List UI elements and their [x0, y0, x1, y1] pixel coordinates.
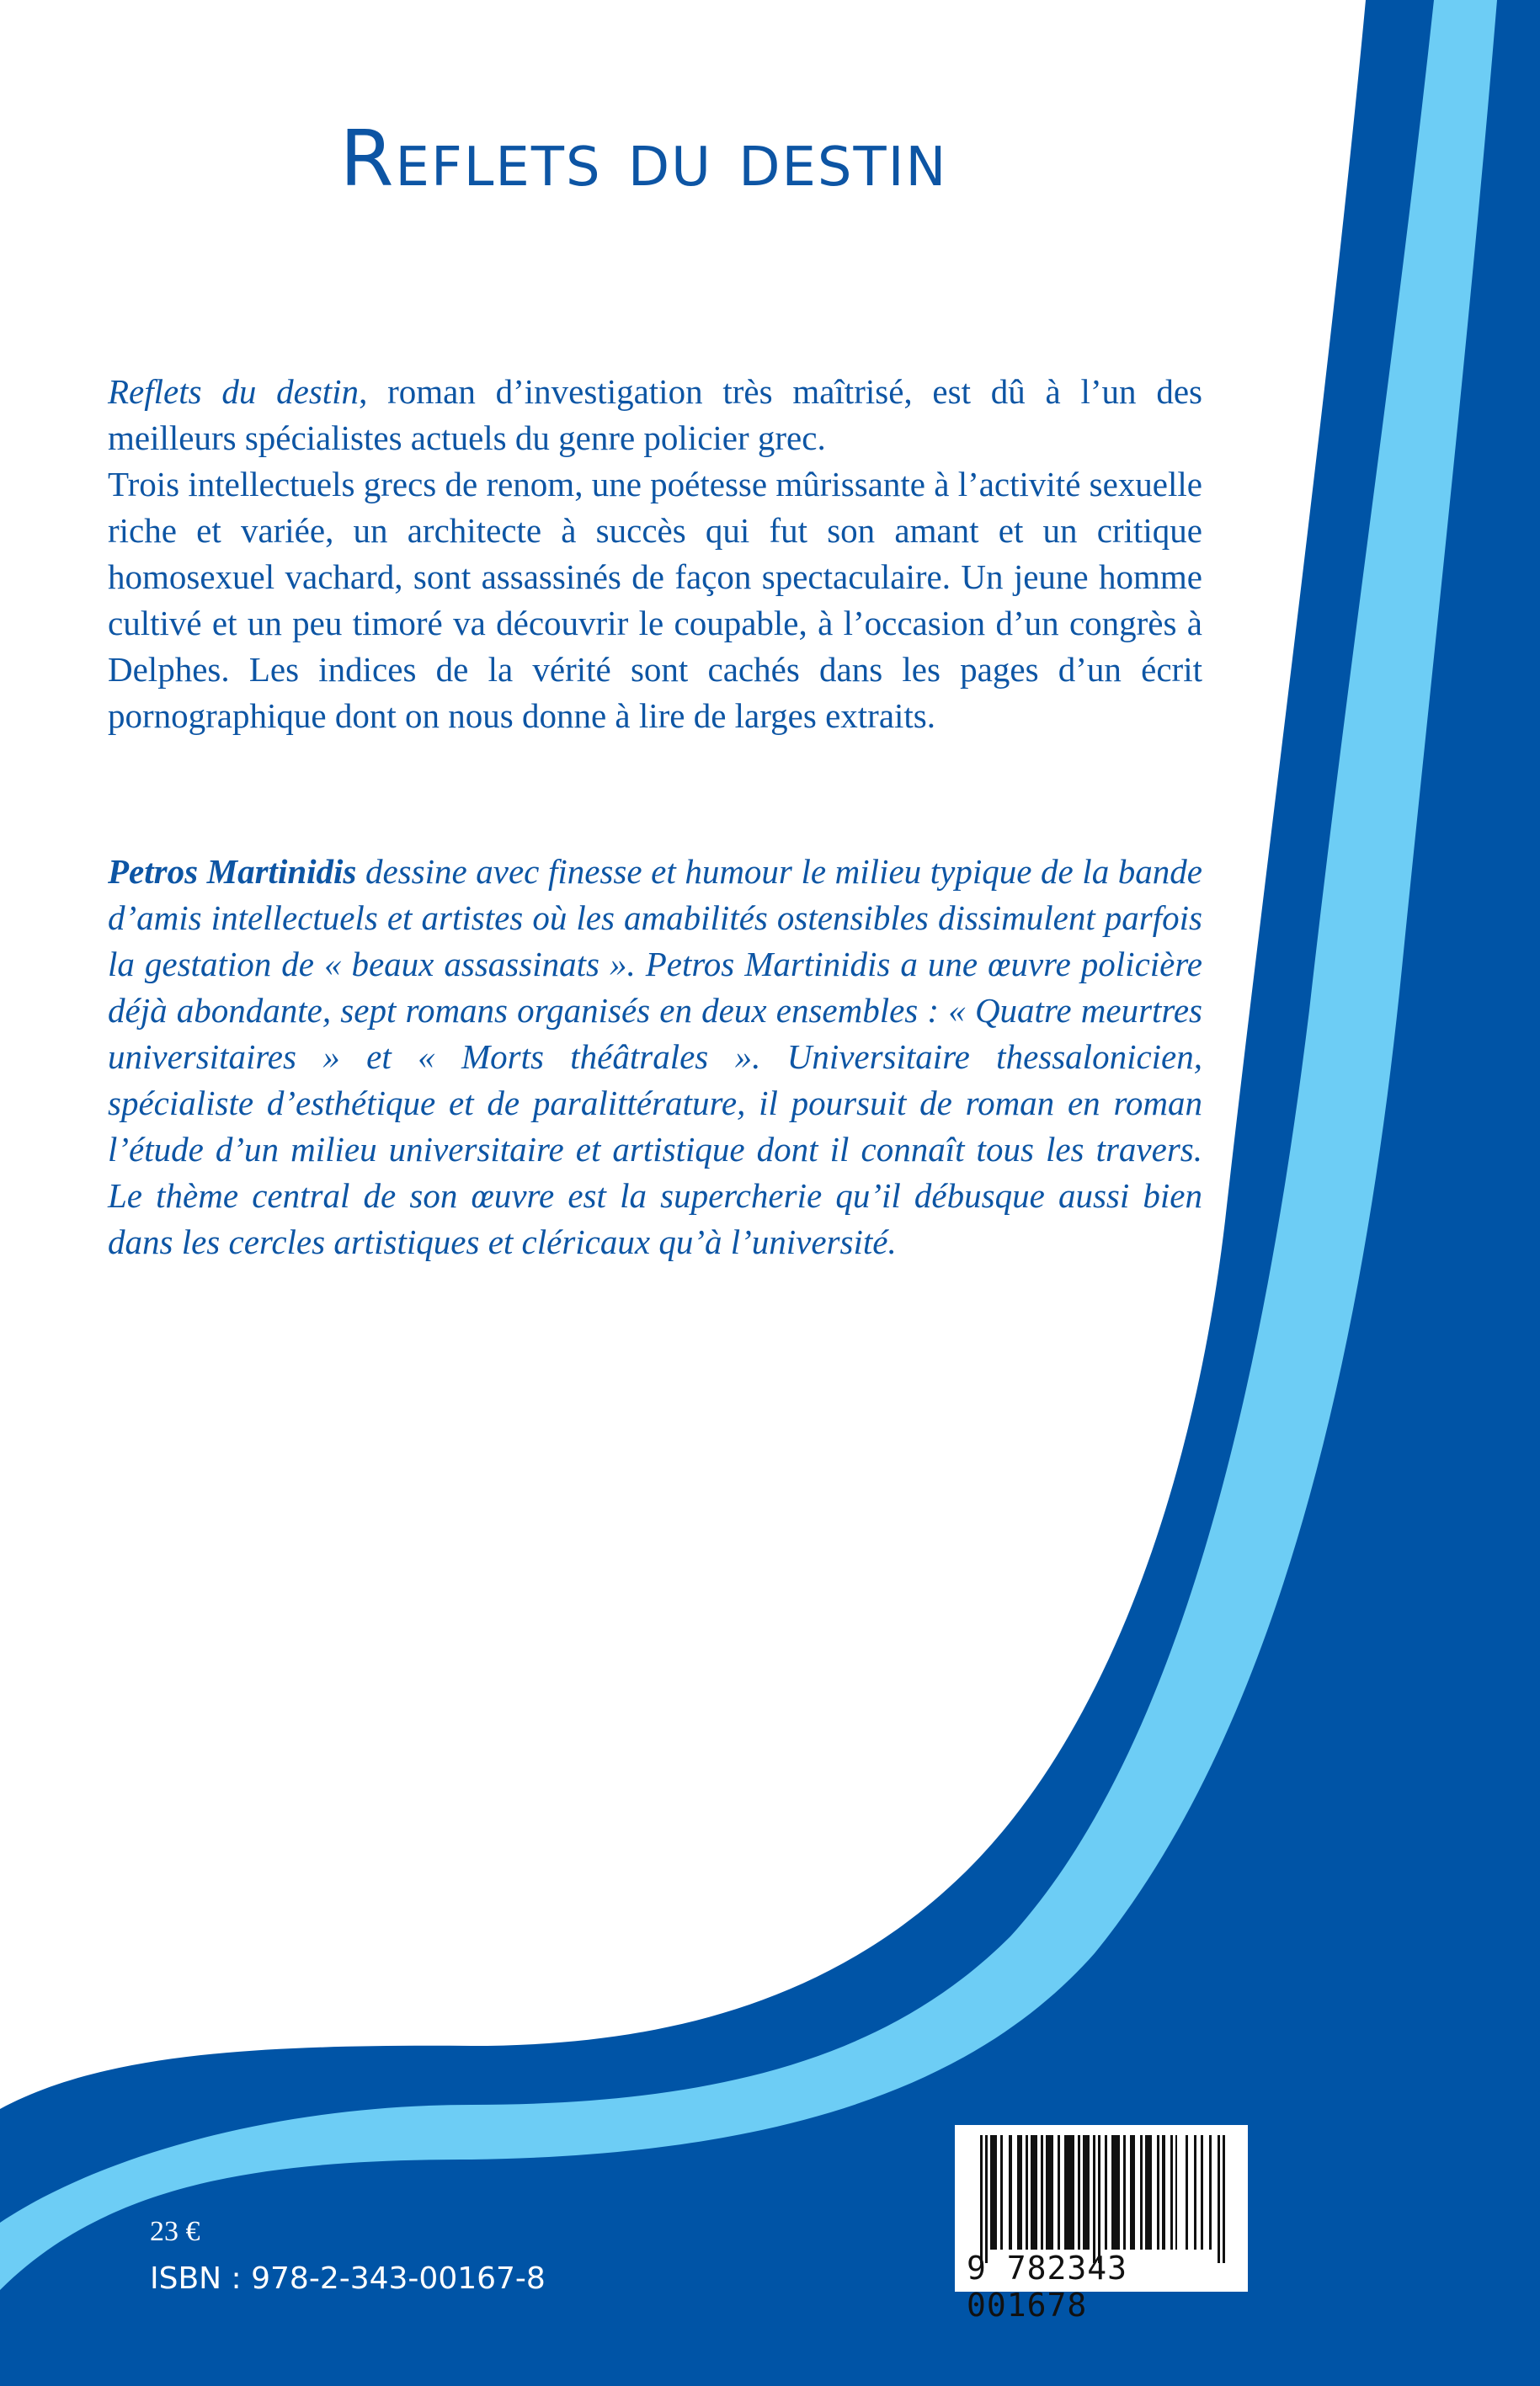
barcode-bars-icon	[980, 2135, 1226, 2263]
synopsis-text-2: Trois intellectuels grecs de renom, une poétesse mûrissante à l’activité sexuelle riche et variée, un architecte à succès qui fut son amant et un critique homosexuel vachard, sont assassinés de façon spectaculaire. Un jeune homme cultivé et un peu timoré va découvrir le coupable, à l’occasion d’un congrès à Delphes. Les indices de la vérité sont cachés dans les pages d’un écrit pornographique dont on nous donne à lire de larges extraits.	[108, 465, 1202, 735]
price-label: 23 €	[150, 2216, 200, 2247]
author-bio-text: dessine avec finesse et humour le milieu typique de la bande d’amis intellectuels et artistes où les amabilités ostensibles dissimulent parfois la gestation de « beaux assassinats ». Petros Martinidis a une œuvre policière déjà abondante, sept romans organisés en deux ensembles : « Quatre meurtres universitaires » et « Morts théâtrales ». Universitaire thessalonicien, spécialiste d’esthétique et de paralittérature, il poursuit de roman en roman l’étude d’un milieu universitaire et artistique dont il connaît tous les travers. Le thème central de son œuvre est la supercherie qu’il débusque aussi bien dans les cercles artistiques et cléricaux qu’à l’université.	[108, 852, 1202, 1261]
synopsis-text-1: , roman d’investigation très maîtrisé, est dû à l’un des meilleurs spécialistes actuels du genre policier grec.	[108, 372, 1202, 457]
synopsis-paragraph	[108, 369, 1202, 739]
author-name: Petros Martinidis	[108, 852, 357, 891]
book-title: Reflets du destin	[339, 114, 948, 204]
barcode	[955, 2125, 1248, 2324]
author-bio-paragraph	[108, 849, 1202, 1265]
synopsis-book-title: Reflets du destin	[108, 372, 360, 411]
barcode-digits: 9 782343 001678	[967, 2250, 1128, 2324]
isbn-label: ISBN : 978-2-343-00167-8	[150, 2261, 546, 2296]
